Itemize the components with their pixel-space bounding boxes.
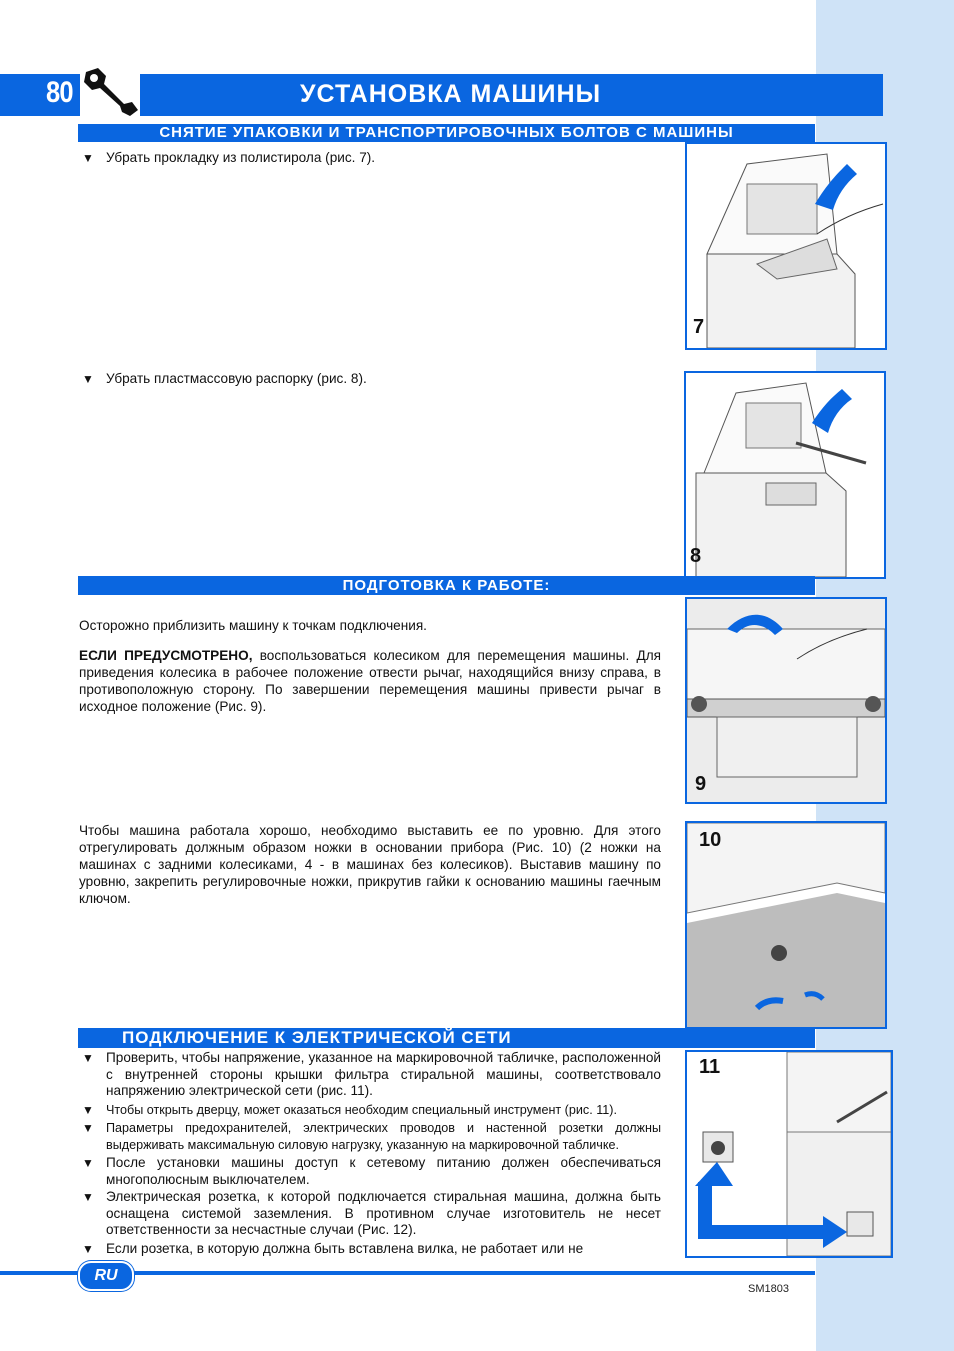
figure-11 xyxy=(685,1050,893,1258)
prepare-paragraph-1: Осторожно приблизить машину к точкам подключения. xyxy=(79,618,427,633)
electric-bullet-5 xyxy=(82,1189,661,1239)
bullet-text: Убрать прокладку из полистирола (рис. 7). xyxy=(106,150,376,165)
prepare-paragraph-2-text: воспользоваться колесиком для перемещения машины. Для приведения колесика в рабочее положение отвести рычаг, находящийся внизу справа, в противоположную сторону. По завершении перемещения машины привести рычаг в исходное положение (Рис. 9). xyxy=(79,648,661,714)
bullet-text: Чтобы открыть дверцу, может оказаться необходим специальный инструмент (рис. 11). xyxy=(106,1103,617,1117)
bullet-triangle-icon: ▼ xyxy=(82,1051,94,1065)
bullet-triangle-icon: ▼ xyxy=(82,1103,94,1117)
figure-7 xyxy=(685,142,887,350)
bullet-text: Параметры предохранителей, электрических проводов и настенной розетки должны выдерживать максимальную силовую нагрузку, указанную на маркировочной табличке. xyxy=(106,1121,661,1152)
figure-number: 8 xyxy=(690,545,702,567)
figure-number: 10 xyxy=(699,829,722,851)
section-title-electric: ПОДКЛЮЧЕНИЕ К ЭЛЕКТРИЧЕСКОЙ СЕТИ xyxy=(78,1028,815,1048)
bullet-triangle-icon: ▼ xyxy=(82,1242,94,1256)
bullet-triangle-icon: ▼ xyxy=(82,151,94,165)
bullet-remove-polystyrene xyxy=(82,150,666,167)
figure-9 xyxy=(685,597,887,804)
bullet-triangle-icon: ▼ xyxy=(82,1190,94,1204)
figure-number: 9 xyxy=(695,773,707,795)
bullet-text: После установки машины доступ к сетевому питанию должен обеспечиваться многополюсным выключателем. xyxy=(106,1155,661,1187)
bullet-triangle-icon: ▼ xyxy=(82,372,94,386)
electric-bullet-1 xyxy=(82,1050,661,1100)
page-title: УСТАНОВКА МАШИНЫ xyxy=(300,80,602,108)
figure-number: 11 xyxy=(699,1056,721,1078)
figure-10 xyxy=(685,821,887,1029)
electric-bullet-4 xyxy=(82,1155,661,1188)
bullet-text: Электрическая розетка, к которой подключается стиральная машина, должна быть оснащена системой заземления. В противном случае изготовитель не несет ответственности за несчастные случаи (Рис. 12). xyxy=(106,1189,661,1237)
figure-number: 7 xyxy=(693,316,705,338)
prepare-paragraph-2 xyxy=(79,647,661,715)
bullet-text: Убрать пластмассовую распорку (рис. 8). xyxy=(106,371,367,386)
if-provided-label: ЕСЛИ ПРЕДУСМОТРЕНО, xyxy=(79,648,253,663)
bullet-text: Проверить, чтобы напряжение, указанное на маркировочной табличке, расположенной с внутренней стороны крышки фильтра стиральной машины, соответствовало напряжению электрической сети (рис. 11). xyxy=(106,1050,661,1098)
wrench-icon xyxy=(80,62,140,118)
bullet-triangle-icon: ▼ xyxy=(82,1156,94,1170)
document-code: SM1803 xyxy=(748,1283,789,1295)
electric-bullet-2 xyxy=(82,1102,661,1119)
bullet-remove-spacer xyxy=(82,371,666,388)
language-badge: RU xyxy=(78,1261,134,1291)
electric-bullet-6 xyxy=(82,1241,666,1258)
prepare-paragraph-3: Чтобы машина работала хорошо, необходимо выставить ее по уровню. Для этого отрегулировать должным образом ножки в основании прибора (Рис. 10) (2 ножки на машинах с задними колесиками, 4 - в машинах без колесиков). Выставив машину по уровню, закрепить регулировочные ножки, прикрутив гайки к основанию машины гаечным ключом. xyxy=(79,823,661,906)
section-title-prepare: ПОДГОТОВКА К РАБОТЕ: xyxy=(78,576,815,595)
page-number: 80 xyxy=(46,76,73,109)
figure-8 xyxy=(684,371,886,579)
bullet-triangle-icon: ▼ xyxy=(82,1121,94,1135)
bullet-text: Если розетка, в которую должна быть вставлена вилка, не работает или не xyxy=(106,1241,584,1256)
electric-bullet-3 xyxy=(82,1120,661,1153)
section-title-unpack: СНЯТИЕ УПАКОВКИ И ТРАНСПОРТИРОВОЧНЫХ БОЛТОВ С МАШИНЫ xyxy=(78,124,815,142)
